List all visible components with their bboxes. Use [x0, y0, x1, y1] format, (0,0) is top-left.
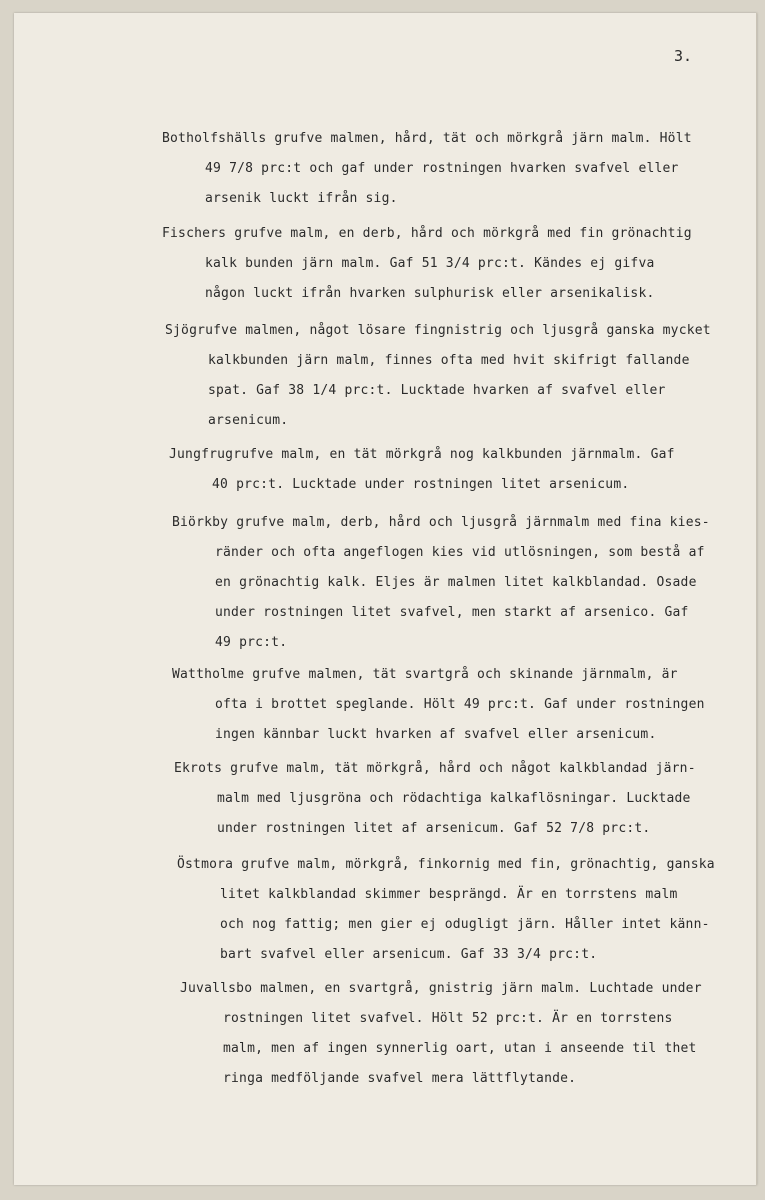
page-number: 3.: [674, 47, 693, 65]
entry-line: Sjögrufve malmen, något lösare fingnistrig och ljusgrå ganska mycket: [165, 323, 711, 338]
entry-jungfrugrufve: [169, 440, 675, 500]
entry-line: 40 prc:t. Lucktade under rostningen litet arsenicum.: [212, 477, 630, 492]
entry-line: Juvallsbo malmen, en svartgrå, gnistrig järn malm. Luchtade under: [180, 981, 702, 996]
entry-line: Fischers grufve malm, en derb, hård och mörkgrå med fin grönachtig: [162, 226, 692, 241]
entry-line: Jungfrugrufve malm, en tät mörkgrå nog kalkbunden järnmalm. Gaf: [169, 447, 675, 462]
entry-line: Botholfshälls grufve malmen, hård, tät och mörkgrå järn malm. Hölt: [162, 131, 692, 146]
entry-line: under rostningen litet af arsenicum. Gaf 52 7/8 prc:t.: [217, 821, 651, 836]
entry-ostmora: [177, 850, 715, 970]
entry-line: ränder och ofta angeflogen kies vid utlösningen, som bestå af: [215, 545, 705, 560]
entry-line: bart svafvel eller arsenicum. Gaf 33 3/4 prc:t.: [220, 947, 598, 962]
entry-line: Biörkby grufve malm, derb, hård och ljusgrå järnmalm med fina kies-: [172, 515, 710, 530]
entry-line: malm, men af ingen synnerlig oart, utan i anseende til thet: [223, 1041, 697, 1056]
entry-line: ingen kännbar luckt hvarken af svafvel eller arsenicum.: [215, 727, 657, 742]
entry-line: arsenik luckt ifrån sig.: [205, 191, 398, 206]
entry-wattholme: [172, 660, 705, 750]
entry-juvallsbo: [180, 974, 702, 1094]
entry-line: spat. Gaf 38 1/4 prc:t. Lucktade hvarken af svafvel eller: [208, 383, 666, 398]
entry-line: malm med ljusgröna och rödachtiga kalkaflösningar. Lucktade: [217, 791, 691, 806]
entry-line: ofta i brottet speglande. Hölt 49 prc:t. Gaf under rostningen: [215, 697, 705, 712]
entry-line: Wattholme grufve malmen, tät svartgrå och skinande järnmalm, är: [172, 667, 678, 682]
entry-line: 49 7/8 prc:t och gaf under rostningen hvarken svafvel eller: [205, 161, 679, 176]
entry-sjogrufve: [165, 316, 711, 436]
entry-line: litet kalkblandad skimmer besprängd. Är en torrstens malm: [220, 887, 678, 902]
entry-line: ringa medföljande svafvel mera lättflytande.: [223, 1071, 577, 1086]
entry-line: rostningen litet svafvel. Hölt 52 prc:t. Är en torrstens: [223, 1011, 673, 1026]
entry-line: under rostningen litet svafvel, men starkt af arsenico. Gaf: [215, 605, 689, 620]
entry-line: 49 prc:t.: [215, 635, 288, 650]
entry-fischers: [162, 219, 692, 309]
entry-ekrots: [174, 754, 696, 844]
entry-line: kalk bunden järn malm. Gaf 51 3/4 prc:t. Kändes ej gifva: [205, 256, 655, 271]
entry-line: en grönachtig kalk. Eljes är malmen litet kalkblandad. Osade: [215, 575, 697, 590]
entry-biorkby: [172, 508, 710, 658]
entry-line: och nog fattig; men gier ej odugligt järn. Håller intet känn-: [220, 917, 710, 932]
entry-line: kalkbunden järn malm, finnes ofta med hvit skifrigt fallande: [208, 353, 690, 368]
entry-line: någon luckt ifrån hvarken sulphurisk eller arsenikalisk.: [205, 286, 655, 301]
document-page: [14, 13, 757, 1185]
entry-line: Östmora grufve malm, mörkgrå, finkornig med fin, grönachtig, ganska: [177, 857, 715, 872]
entry-line: arsenicum.: [208, 413, 289, 428]
entry-botholfshall: [162, 124, 692, 214]
entry-line: Ekrots grufve malm, tät mörkgrå, hård och något kalkblandad järn-: [174, 761, 696, 776]
